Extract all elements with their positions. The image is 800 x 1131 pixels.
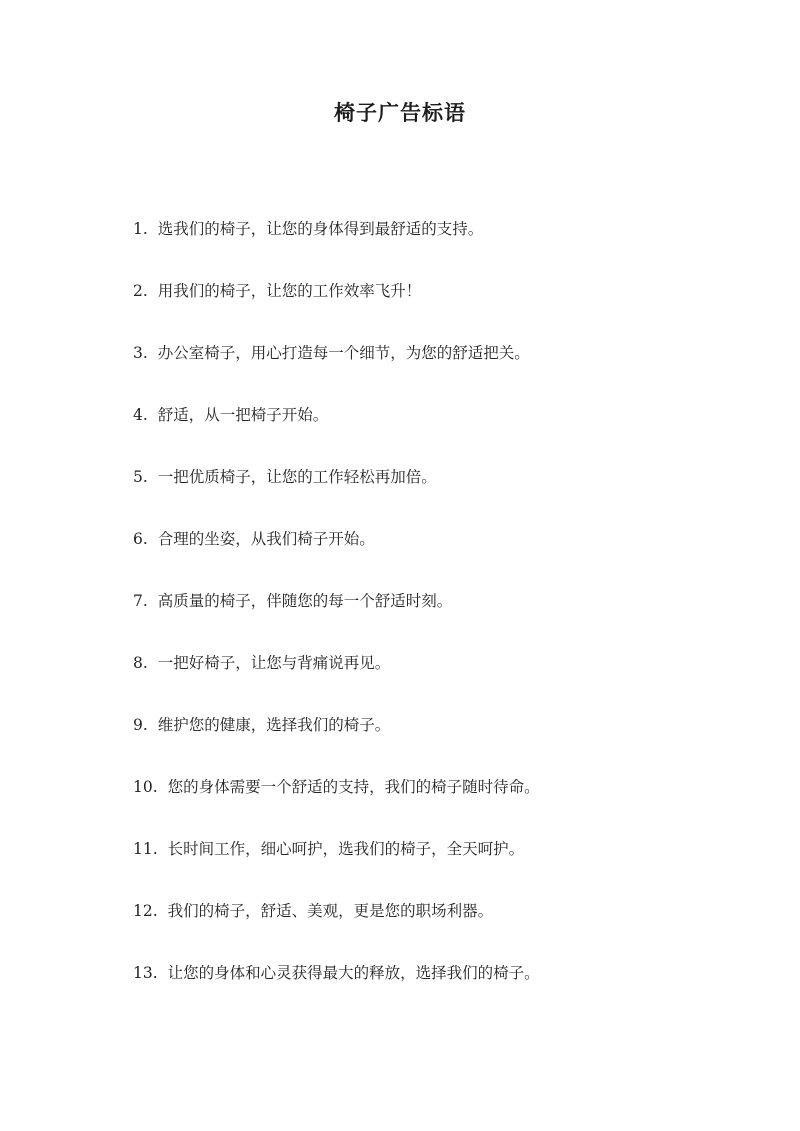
item-number: 2. bbox=[133, 282, 148, 300]
list-item bbox=[133, 961, 540, 1023]
item-number: 8. bbox=[133, 654, 148, 672]
list-item bbox=[133, 837, 540, 899]
item-text: 维护您的健康，选择我们的椅子。 bbox=[157, 716, 391, 734]
item-number: 7. bbox=[133, 592, 148, 610]
list-item bbox=[133, 589, 540, 651]
slogan-list bbox=[133, 217, 540, 1023]
list-item bbox=[133, 713, 540, 775]
list-item bbox=[133, 527, 540, 589]
item-text: 高质量的椅子，伴随您的每一个舒适时刻。 bbox=[157, 592, 453, 610]
item-number: 13. bbox=[133, 964, 158, 982]
list-item bbox=[133, 775, 540, 837]
item-number: 3. bbox=[133, 344, 148, 362]
item-number: 5. bbox=[133, 468, 148, 486]
list-item bbox=[133, 279, 540, 341]
item-text: 长时间工作，细心呵护，选我们的椅子，全天呵护。 bbox=[167, 840, 525, 858]
item-text: 一把优质椅子，让您的工作轻松再加倍。 bbox=[157, 468, 437, 486]
item-number: 1. bbox=[133, 220, 148, 238]
item-number: 9. bbox=[133, 716, 148, 734]
list-item bbox=[133, 403, 540, 465]
item-text: 您的身体需要一个舒适的支持，我们的椅子随时待命。 bbox=[167, 778, 540, 796]
item-text: 让您的身体和心灵获得最大的释放，选择我们的椅子。 bbox=[167, 964, 540, 982]
list-item bbox=[133, 899, 540, 961]
list-item bbox=[133, 217, 540, 279]
document-title: 椅子广告标语 bbox=[334, 100, 466, 125]
list-item bbox=[133, 651, 540, 713]
item-text: 用我们的椅子，让您的工作效率飞升！ bbox=[157, 282, 422, 300]
list-item bbox=[133, 465, 540, 527]
item-number: 12. bbox=[133, 902, 158, 920]
item-text: 选我们的椅子，让您的身体得到最舒适的支持。 bbox=[157, 220, 484, 238]
item-text: 办公室椅子，用心打造每一个细节，为您的舒适把关。 bbox=[157, 344, 530, 362]
item-text: 一把好椅子，让您与背痛说再见。 bbox=[157, 654, 391, 672]
list-item bbox=[133, 341, 540, 403]
item-text: 合理的坐姿，从我们椅子开始。 bbox=[157, 530, 375, 548]
item-number: 6. bbox=[133, 530, 148, 548]
item-number: 11. bbox=[133, 840, 158, 858]
item-number: 10. bbox=[133, 778, 158, 796]
item-text: 我们的椅子，舒适、美观，更是您的职场利器。 bbox=[167, 902, 494, 920]
item-number: 4. bbox=[133, 406, 148, 424]
item-text: 舒适，从一把椅子开始。 bbox=[157, 406, 329, 424]
